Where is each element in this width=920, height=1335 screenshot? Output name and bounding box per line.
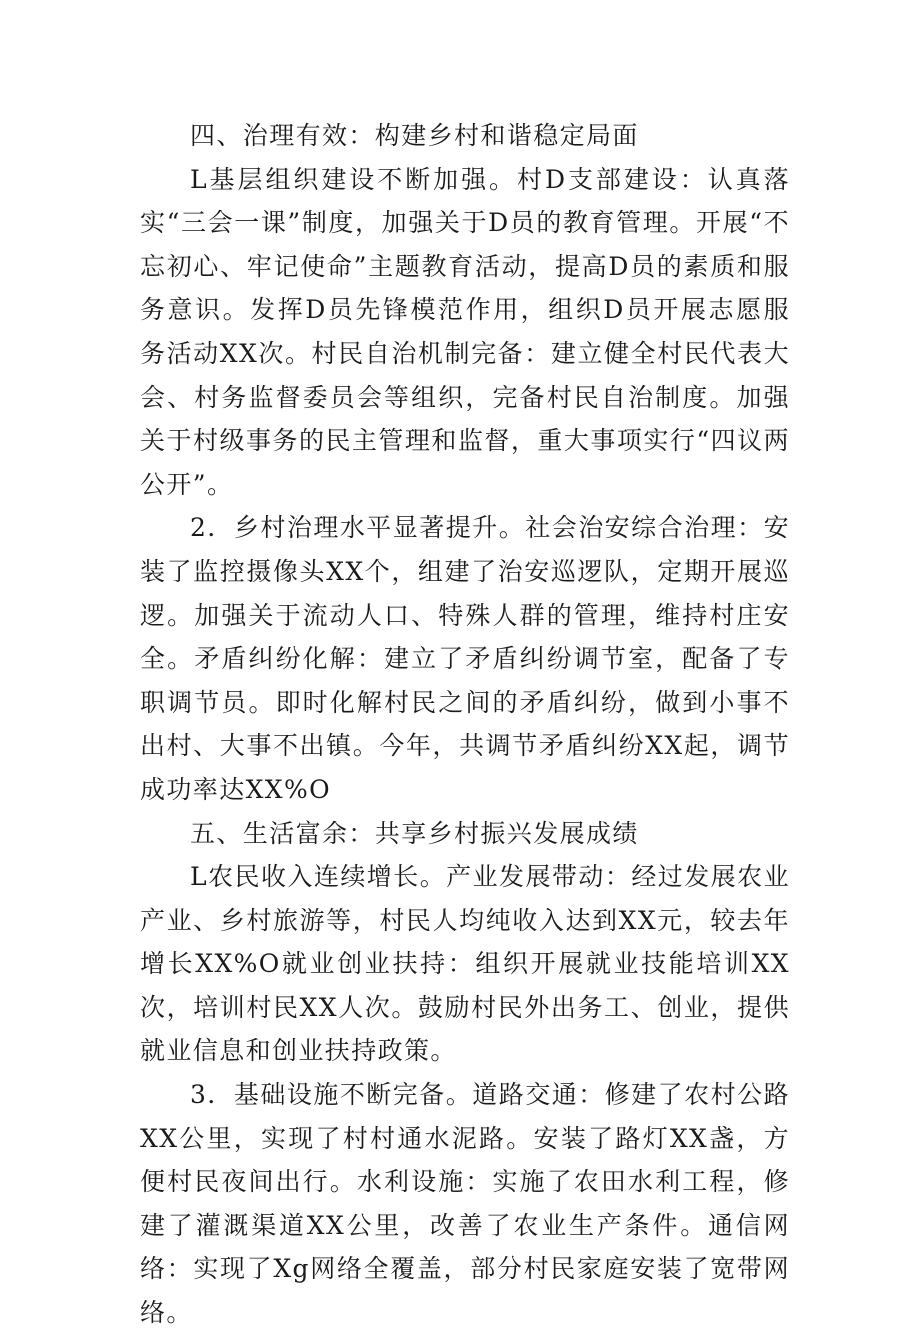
- paragraph-infrastructure: 3．基础设施不断完备。道路交通：修建了农村公路XX公里，实现了村村通水泥路。安装了路灯XX盏，方便村民夜间出行。水利设施：实施了农田水利工程，修建了灌溉渠道XX公里，改善了农业生产条件。通信网络：实现了Xg网络全覆盖，部分村民家庭安装了宽带网络。: [140, 1080, 790, 1328]
- paragraph-rural-governance: 2．乡村治理水平显著提升。社会治安综合治理：安装了监控摄像头XX个，组建了治安巡逻队，定期开展巡逻。加强关于流动人口、特殊人群的管理，维持村庄安全。矛盾纠纷化解：建立了矛盾纠纷调节室，配备了专职调节员。即时化解村民之间的矛盾纠纷，做到小事不出村、大事不出镇。今年，共调节矛盾纠纷XX起，调节成功率达XX%O: [140, 513, 790, 804]
- paragraph-grassroots-organization: L基层组织建设不断加强。村D支部建设：认真落实“三会一课”制度，加强关于D员的教育管理。开展“不忘初心、牢记使命”主题教育活动，提高D员的素质和服务意识。发挥D员先锋模范作用，组织D员开展志愿服务活动XX次。村民自治机制完备：建立健全村民代表大会、村务监督委员会等组织，完备村民自治制度。加强关于村级事务的民主管理和监督，重大事项实行“四议两公开”。: [140, 164, 790, 499]
- section-heading-governance: 四、治理有效：构建乡村和谐稳定局面: [190, 121, 639, 150]
- section-heading-prosperity: 五、生活富余：共享乡村振兴发展成绩: [190, 818, 639, 848]
- paragraph-farmer-income: L农民收入连续增长。产业发展带动：经过发展农业产业、乡村旅游等，村民人均纯收入达到XX元，较去年增长XX%O就业创业扶持：组织开展就业技能培训XX次，培训村民XX人次。鼓励村民外出务工、创业，提供就业信息和创业扶持政策。: [140, 862, 790, 1066]
- document-body: [140, 114, 790, 1335]
